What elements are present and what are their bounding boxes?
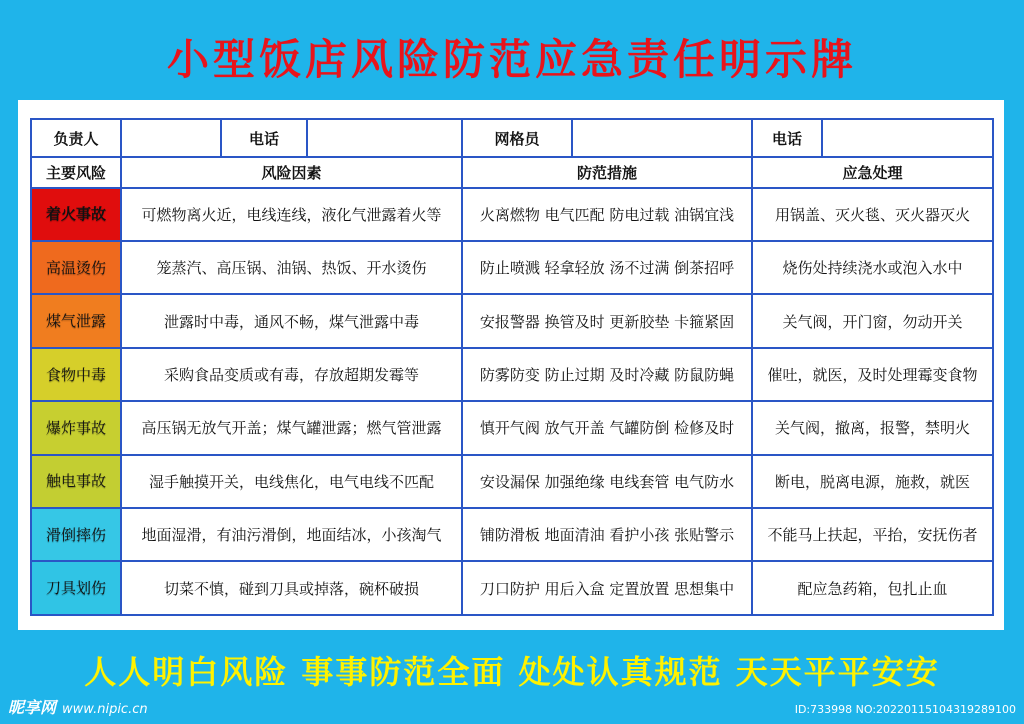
phone-value-1[interactable] [307,119,462,157]
risk-cell [31,188,121,241]
factor-cell: 泄露时中毒，通风不畅，煤气泄露中毒 [121,294,462,347]
factor-cell: 高压锅无放气开盖；煤气罐泄露；燃气管泄露 [121,401,462,454]
risk-cell [31,401,121,454]
risk-label: 高温烫伤 [45,258,106,277]
factor-cell: 可燃物离火近，电线连线，液化气泄露着火等 [121,188,462,241]
risk-label: 食物中毒 [45,365,106,384]
person-label: 负责人 [31,119,121,157]
table-row [31,294,993,347]
phone-label-2: 电话 [752,119,822,157]
grid-label: 网格员 [462,119,572,157]
safety-slogan: 人人明白风险 事事防范全面 处处认真规范 天天平平安安 [84,653,940,691]
table-row [31,455,993,508]
board-title: 小型饭店风险防范应急责任明示牌 [166,35,857,84]
measure-cell: 防止喷溅 轻拿轻放 汤不过满 倒茶招呼 [462,241,752,294]
factor-cell: 采购食品变质或有毒，存放超期发霉等 [121,348,462,401]
measure-cell: 防雾防变 防止过期 及时冷藏 防鼠防蝇 [462,348,752,401]
emergency-cell: 关气阀，开门窗，勿动开关 [752,294,993,347]
risk-cell [31,561,121,615]
risk-label: 着火事故 [45,205,106,224]
grid-value[interactable] [572,119,752,157]
emergency-cell: 烧伤处持续浇水或泡入水中 [752,241,993,294]
risk-cell [31,294,121,347]
risk-label: 刀具划伤 [45,579,106,598]
col-emergency-header: 应急处理 [752,157,993,187]
measure-cell: 刀口防护 用后入盒 定置放置 思想集中 [462,561,752,615]
risk-cell [31,241,121,294]
measure-cell: 安报警器 换管及时 更新胶垫 卡箍紧固 [462,294,752,347]
table-row [31,241,993,294]
contact-row [31,119,993,157]
risk-cell [31,508,121,561]
table-row [31,508,993,561]
risk-label: 滑倒摔伤 [45,525,106,544]
col-risk-header: 主要风险 [31,157,121,187]
column-header-row [31,157,993,187]
table-row [31,561,993,615]
emergency-cell: 配应急药箱，包扎止血 [752,561,993,615]
risk-label: 煤气泄露 [45,312,106,331]
factor-cell: 笼蒸汽、高压锅、油锅、热饭、开水烫伤 [121,241,462,294]
risk-label: 爆炸事故 [45,418,106,437]
risk-table [30,118,994,616]
measure-cell: 慎开气阀 放气开盖 气罐防倒 检修及时 [462,401,752,454]
risk-cell [31,455,121,508]
col-measures-header: 防范措施 [462,157,752,187]
emergency-cell: 催吐，就医，及时处理霉变食物 [752,348,993,401]
risk-label: 触电事故 [45,472,106,491]
risk-cell [31,348,121,401]
watermark-site: www.nipic.cn [62,702,148,717]
watermark-brand-text: 昵享网 [8,698,57,717]
table-row [31,401,993,454]
col-factors-header: 风险因素 [121,157,462,187]
factor-cell: 湿手触摸开关，电线焦化，电气电线不匹配 [121,455,462,508]
phone-value-2[interactable] [822,119,993,157]
emergency-cell: 用锅盖、灭火毯、灭火器灭火 [752,188,993,241]
emergency-cell: 不能马上扶起，平抬，安抚伤者 [752,508,993,561]
person-value[interactable] [121,119,221,157]
table-row [31,348,993,401]
factor-cell: 地面湿滑，有油污滑倒，地面结冰，小孩淘气 [121,508,462,561]
measure-cell: 火离燃物 电气匹配 防电过载 油锅宜浅 [462,188,752,241]
watermark-id: ID:733998 NO:20220115104319289100 [794,703,1016,716]
emergency-cell: 断电，脱离电源，施救，就医 [752,455,993,508]
factor-cell: 切菜不慎，碰到刀具或掉落，碗杯破损 [121,561,462,615]
phone-label-1: 电话 [221,119,307,157]
measure-cell: 铺防滑板 地面清油 看护小孩 张贴警示 [462,508,752,561]
table-row [31,188,993,241]
emergency-cell: 关气阀，撤离，报警，禁明火 [752,401,993,454]
measure-cell: 安设漏保 加强绝缘 电线套管 电气防水 [462,455,752,508]
watermark-brand [8,696,148,720]
